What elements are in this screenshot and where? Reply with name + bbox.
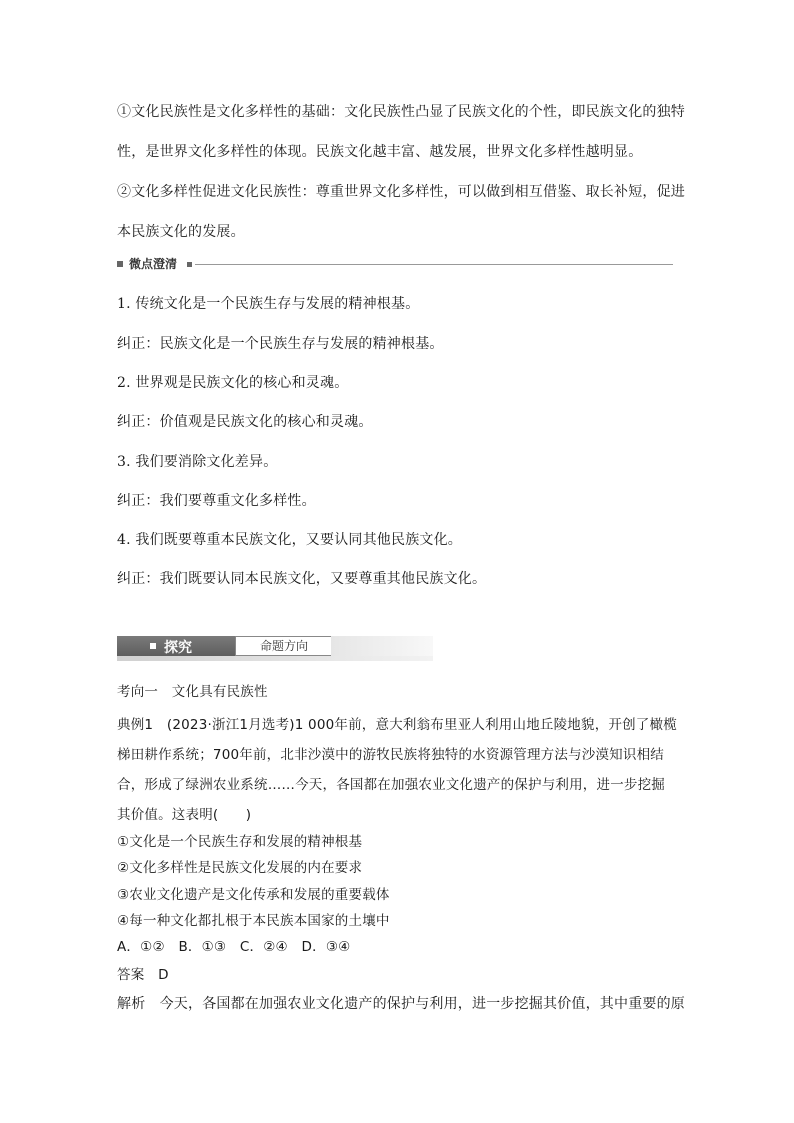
example-line: 其价值。这表明( ) bbox=[117, 807, 252, 823]
clarify-statement: 4. 我们既要尊重本民族文化，又要认同其他民族文化。 bbox=[117, 532, 463, 548]
option-item: ①文化是一个民族生存和发展的精神根基 bbox=[117, 834, 363, 850]
banner-main-tab: 探究 bbox=[117, 636, 235, 656]
clarify-section-title: 微点澄清 bbox=[129, 257, 178, 271]
choice-list: A．①② B．①③ C．②④ D．③④ bbox=[117, 939, 351, 955]
option-item: ④每一种文化都扎根于本民族本国家的土壤中 bbox=[117, 913, 390, 929]
example-line: 典例1 (2023·浙江1月选考)1 000年前，意大利翁布里亚人利用山地丘陵地貌，开创了橄榄 bbox=[117, 717, 677, 733]
banner-sub-tab: 命题方向 bbox=[235, 636, 333, 656]
explore-banner bbox=[117, 636, 433, 662]
option-item: ③农业文化遗产是文化传承和发展的重要载体 bbox=[117, 887, 390, 903]
clarify-statement: 2. 世界观是民族文化的核心和灵魂。 bbox=[117, 375, 349, 391]
option-item: ②文化多样性是民族文化发展的内在要求 bbox=[117, 860, 363, 876]
clarify-correction: 纠正：民族文化是一个民族生存与发展的精神根基。 bbox=[117, 336, 444, 352]
square-bullet-icon bbox=[117, 261, 123, 267]
section-divider bbox=[195, 264, 673, 265]
example-line: 梯田耕作系统；700年前，北非沙漠中的游牧民族将独特的水资源管理方法与沙漠知识相结 bbox=[117, 747, 664, 763]
clarify-correction: 纠正：我们要尊重文化多样性。 bbox=[117, 493, 316, 509]
clarify-section-header bbox=[117, 258, 673, 270]
clarify-correction: 纠正：价值观是民族文化的核心和灵魂。 bbox=[117, 414, 373, 430]
analysis: 解析 今天，各国都在加强农业文化遗产的保护与利用，进一步挖掘其价值，其中重要的原 bbox=[117, 996, 685, 1012]
square-bullet-icon bbox=[187, 262, 192, 267]
banner-underline bbox=[117, 656, 433, 661]
banner-shade bbox=[331, 636, 433, 656]
intro-p2-line1: ②文化多样性促进文化民族性：尊重世界文化多样性，可以做到相互借鉴、取长补短，促进 bbox=[117, 184, 685, 200]
clarify-statement: 1. 传统文化是一个民族生存与发展的精神根基。 bbox=[117, 296, 420, 312]
intro-p2-line2: 本民族文化的发展。 bbox=[117, 224, 245, 240]
example-line: 合，形成了绿洲农业系统……今天，各国都在加强农业文化遗产的保护与利用，进一步挖掘 bbox=[117, 777, 665, 793]
answer: 答案 D bbox=[117, 967, 169, 983]
intro-p1-line2: 性，是世界文化多样性的体现。民族文化越丰富、越发展，世界文化多样性越明显。 bbox=[117, 144, 643, 160]
intro-p1-line1: ①文化民族性是文化多样性的基础：文化民族性凸显了民族文化的个性，即民族文化的独特 bbox=[117, 104, 685, 120]
test-direction: 考向一 文化具有民族性 bbox=[117, 684, 268, 700]
square-bullet-icon bbox=[150, 643, 156, 649]
clarify-correction: 纠正：我们既要认同本民族文化，又要尊重其他民族文化。 bbox=[117, 571, 487, 587]
clarify-statement: 3. 我们要消除文化差异。 bbox=[117, 454, 278, 470]
